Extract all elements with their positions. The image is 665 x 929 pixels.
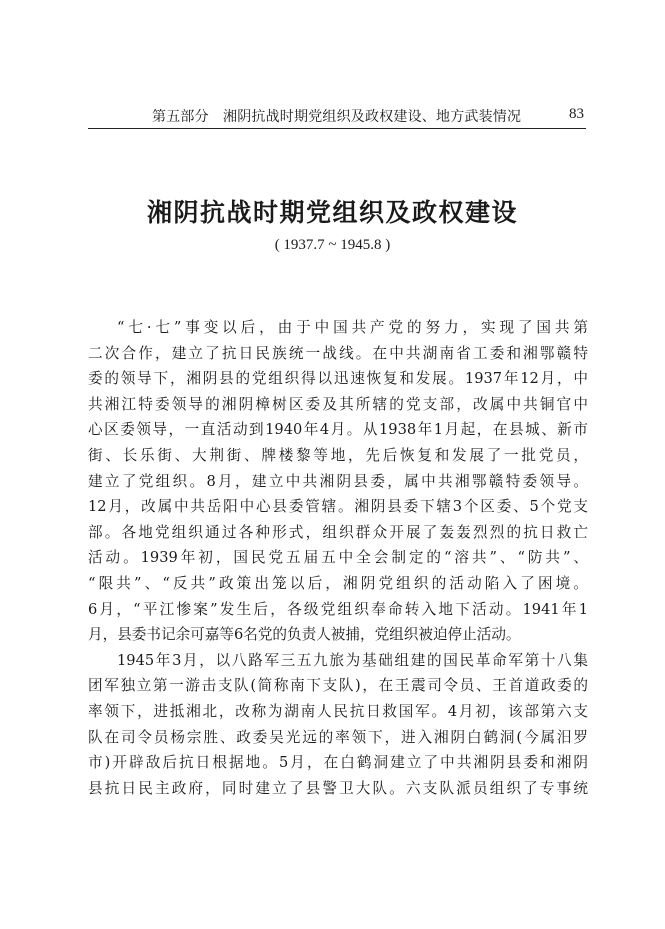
section-title: 第五部分 湘阴抗战时期党组织及政权建设、地方武装情况 <box>152 109 522 125</box>
body-line: “限共”、“反共”政策出笼以后，湘阴党组织的活动陷入了困境。 <box>88 574 588 592</box>
article-body <box>88 315 588 801</box>
body-line: 团军独立第一游击支队(简称南下支队)，在王震司令员、王首道政委的 <box>88 677 588 695</box>
body-line: 队在司令员杨宗胜、政委吴光远的率领下，进入湘阴白鹤洞(今属汨罗 <box>88 728 588 746</box>
page-number: 83 <box>569 106 584 122</box>
body-line: 共湘江特委领导的湘阴樟树区委及其所辖的党支部，改属中共铜官中 <box>88 395 588 413</box>
body-line: 二次合作，建立了抗日民族统一战线。在中共湖南省工委和湘鄂赣特 <box>88 344 588 362</box>
body-line: 月，县委书记余可嘉等6名党的负责人被捕，党组织被迫停止活动。 <box>88 626 521 644</box>
body-line: 6月，“平江惨案”发生后，各级党组织奉命转入地下活动。1941年1 <box>88 600 588 618</box>
body-line: 部。各地党组织通过各种形式，组织群众开展了轰轰烈烈的抗日救亡 <box>88 523 588 541</box>
body-line: 委的领导下，湘阴县的党组织得以迅速恢复和发展。1937年12月，中 <box>88 370 588 388</box>
article-title: 湘阴抗战时期党组织及政权建设 <box>146 198 518 227</box>
body-line: 县抗日民主政府，同时建立了县警卫大队。六支队派员组织了专事统 <box>88 779 588 797</box>
running-header <box>88 104 586 129</box>
body-line: 市)开辟敌后抗日根据地。5月，在白鹤洞建立了中共湘阴县委和湘阴 <box>88 754 588 772</box>
body-line: 活动。1939年初，国民党五届五中全会制定的“溶共”、“防共”、 <box>88 549 588 567</box>
body-line: 心区委领导，一直活动到1940年4月。从1938年1月起，在县城、新市 <box>88 421 588 439</box>
body-line: 率领下，进抵湘北，改称为湖南人民抗日救国军。4月初，该部第六支 <box>88 702 588 720</box>
body-line: 街、长乐街、大荆街、牌楼黎等地，先后恢复和发展了一批党员， <box>88 446 588 464</box>
body-line: “七·七”事变以后，由于中国共产党的努力，实现了国共第 <box>117 319 588 336</box>
article-date-range: ( 1937.7 ~ 1945.8 ) <box>274 237 391 253</box>
body-line: 12月，改属中共岳阳中心县委管辖。湘阴县委下辖3个区委、5个党支 <box>88 498 588 516</box>
body-line: 建立了党组织。8月，建立中共湘阴县委，属中共湘鄂赣特委领导。 <box>88 472 588 490</box>
body-line: 1945年3月，以八路军三五九旅为基础组建的国民革命军第十八集 <box>117 651 588 669</box>
